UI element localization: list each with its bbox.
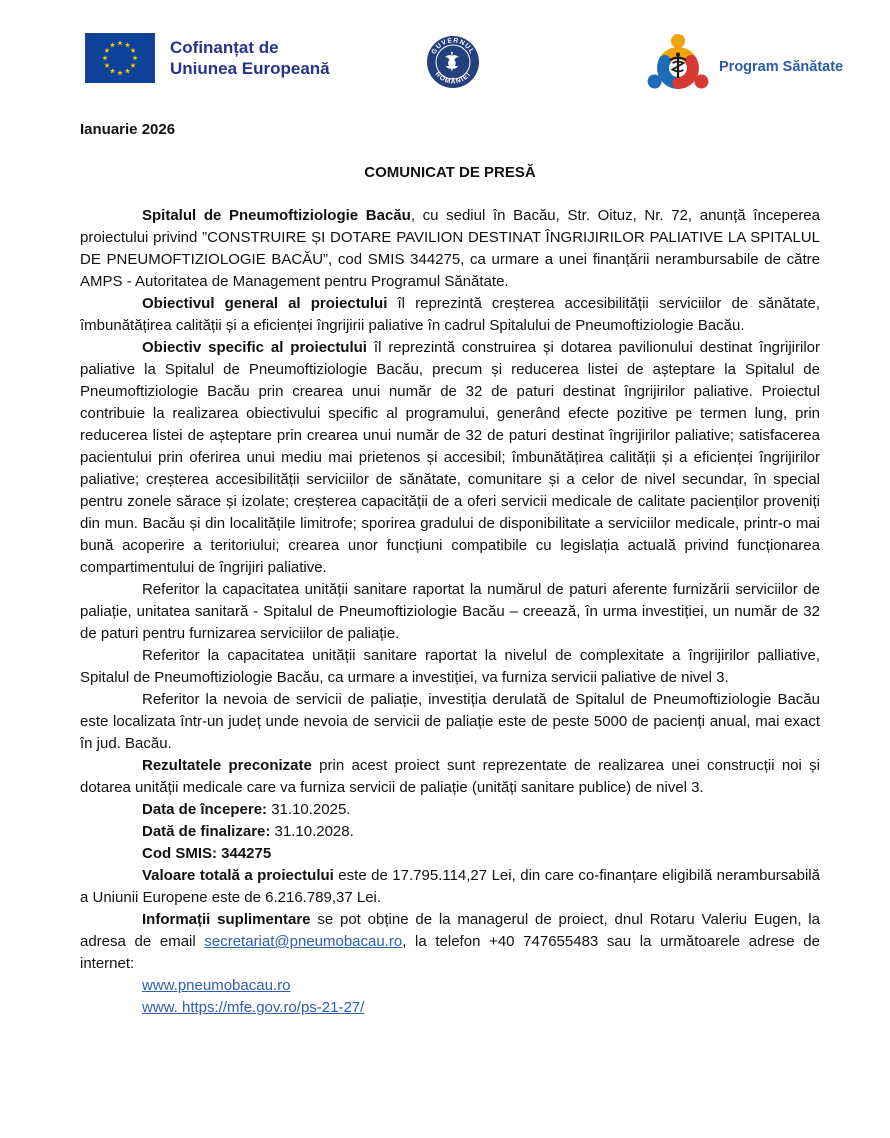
hospital-name-bold: Spitalul de Pneumoftiziologie Bacău	[142, 207, 411, 224]
general-objective-bold: Obiectivul general al proiectului	[142, 295, 388, 312]
gov-seal-text-bottom: ROMÂNIEI	[433, 70, 473, 86]
paragraph-expected-results-text: prin acest proiect sunt reprezentate de realizarea unei construcții noi și dotarea unității medicale care va furniza servicii de paliație (unități sanitare publice) de nivel 3.	[80, 757, 820, 796]
paragraph-complexity-level-text: Referitor la capacitatea unității sanitare raportat la nivelul de complexitate a îngrijirilor palliative, Spitalul de Pneumoftiziologie Bacău, ca urmare a investiției, va furniza servicii paliative de nivel 3.	[80, 647, 820, 686]
paragraph-additional-info-text2: , la telefon +40 747655483 sau la următoarele adrese de internet:	[80, 933, 820, 972]
paragraph-general-objective-text: îl reprezintă creșterea accesibilității serviciilor de sănătate, îmbunătățirea calității și a eficienței îngrijirii paliative în cadrul Spitalului de Pneumoftiziologie Bacău.	[80, 295, 820, 334]
additional-info-bold: Informații suplimentare	[142, 911, 311, 928]
program-sanatate-icon	[646, 30, 710, 104]
page-title: COMUNICAT DE PRESĂ	[364, 164, 536, 181]
hospital-website-link[interactable]: www.pneumobacau.ro	[142, 977, 291, 994]
paragraph-palliative-need-text: Referitor la nevoia de servicii de paliație, investiția derulată de Spitalul de Pneumoftiziologie Bacău este localizata într-un județ unde nevoia de servicii de paliație este de peste 5000 de pacienți anual, mai exact în jud. Bacău.	[80, 691, 820, 752]
eu-logo-text-line1: Cofinanțat de	[170, 38, 279, 57]
paragraph-complexity-level	[80, 645, 820, 689]
smis-code-label: Cod SMIS: 344275	[142, 845, 272, 862]
paragraph-expected-results	[80, 755, 820, 799]
start-date-value: 31.10.2025.	[267, 801, 351, 818]
gov-seal-icon	[426, 35, 480, 89]
website-link-line-1	[80, 975, 820, 997]
paragraph-total-value	[80, 865, 820, 909]
email-link[interactable]: secretariat@pneumobacau.ro	[204, 933, 403, 950]
program-sanatate-logo	[646, 30, 843, 104]
paragraph-beds-capacity-text: Referitor la capacitatea unității sanitare raportat la numărul de paturi aferente furnizării serviciilor de paliație, unitatea sanitară - Spitalul de Pneumoftiziologie Bacău – creează, în urma investiției, un număr de 32 de paturi pentru furnizarea serviciilor de paliație.	[80, 581, 820, 642]
paragraph-additional-info-text1: se pot obține de la managerul de proiect, dnul Rotaru Valeriu Eugen, la adresa de email	[80, 911, 820, 950]
website-link-line-2	[80, 997, 820, 1019]
government-of-romania-seal	[426, 35, 480, 94]
paragraph-additional-info	[80, 909, 820, 975]
document-date: Ianuarie 2026	[80, 121, 176, 138]
gov-seal-text-top: GUVERNUL	[430, 37, 476, 56]
end-date-label: Dată de finalizare:	[142, 823, 271, 840]
paragraph-specific-objective	[80, 337, 820, 579]
eu-cofunded-logo	[85, 33, 330, 83]
specific-objective-bold: Obiectiv specific al proiectului	[142, 339, 367, 356]
eu-flag-icon	[85, 33, 155, 83]
total-value-bold: Valoare totală a proiectului	[142, 867, 334, 884]
document-content	[80, 119, 820, 1019]
end-date-value: 31.10.2028.	[270, 823, 354, 840]
start-date-label: Data de începere:	[142, 801, 268, 818]
paragraph-beds-capacity	[80, 579, 820, 645]
expected-results-bold: Rezultatele preconizate	[142, 757, 312, 774]
mfe-website-link[interactable]: www. https://mfe.gov.ro/ps-21-27/	[142, 999, 365, 1016]
eu-logo-text-line2: Uniunea Europeană	[170, 59, 330, 78]
start-date-line	[80, 799, 820, 821]
paragraph-palliative-need	[80, 689, 820, 755]
paragraph-intro-text: , cu sediul în Bacău, Str. Oituz, Nr. 72, anunță începerea proiectului privind ”CONSTRUIRE ȘI DOTARE PAVILION DESTINAT ÎNGRIJIRILOR PALIATIVE LA SPITALUL DE PNEUMOFTIZIOLOGIE BACĂU”, cod SMIS 344275, ca urmare a unei finanțării nerambursabile de către AMPS - Autoritatea de Management pentru Programul Sănătate.	[80, 207, 820, 290]
paragraph-specific-objective-text: îl reprezintă construirea și dotarea pavilionului destinat îngrijirilor paliative la Spitalul de Pneumoftiziologie Bacău, precum și reducerea listei de așteptare la Spitalul de Pneumoftiziologie Bacău prin crearea unui număr de 32 de paturi destinat îngrijirilor paliative. Proiectul contribuie la realizarea obiectivului specific al programului, generând efecte pozitive pe termen lung, prin reducerea listei de așteptare prin crearea unui număr de 32 de paturi destinat îngrijirilor paliative; satisfacerea pacientului prin oferirea unui mediu mai prietenos și accesibil; îmbunătățirea calității și a eficienței îngrijirilor paliative; creșterea accesibilității serviciilor de sănătate, comunitare și a celor de nivel secundar, în special pentru zonele sărace și izolate; creșterea capacității de a oferi servicii medicale de calitate pacienților proveniți din mun. Bacău și din localitățile limitrofe; sporirea gradului de disponibilitate a serviciilor medicale, printr-o mai bună acoperire a teritoriului; crearea unor funcțiuni compatibile cu legislația actuală privind funcționarea compartimentului de îngrijiri paliative.	[80, 339, 821, 576]
paragraph-general-objective	[80, 293, 820, 337]
program-sanatate-label: Program Sănătate	[719, 59, 844, 75]
eu-logo-text	[170, 37, 330, 79]
smis-code-line	[80, 843, 820, 865]
paragraph-total-value-text: este de 17.795.114,27 Lei, din care co-finanțare eligibilă nerambursabilă a Uniunii Europene este de 6.216.789,37 Lei.	[80, 867, 820, 906]
paragraph-intro	[80, 205, 820, 293]
end-date-line	[80, 821, 820, 843]
